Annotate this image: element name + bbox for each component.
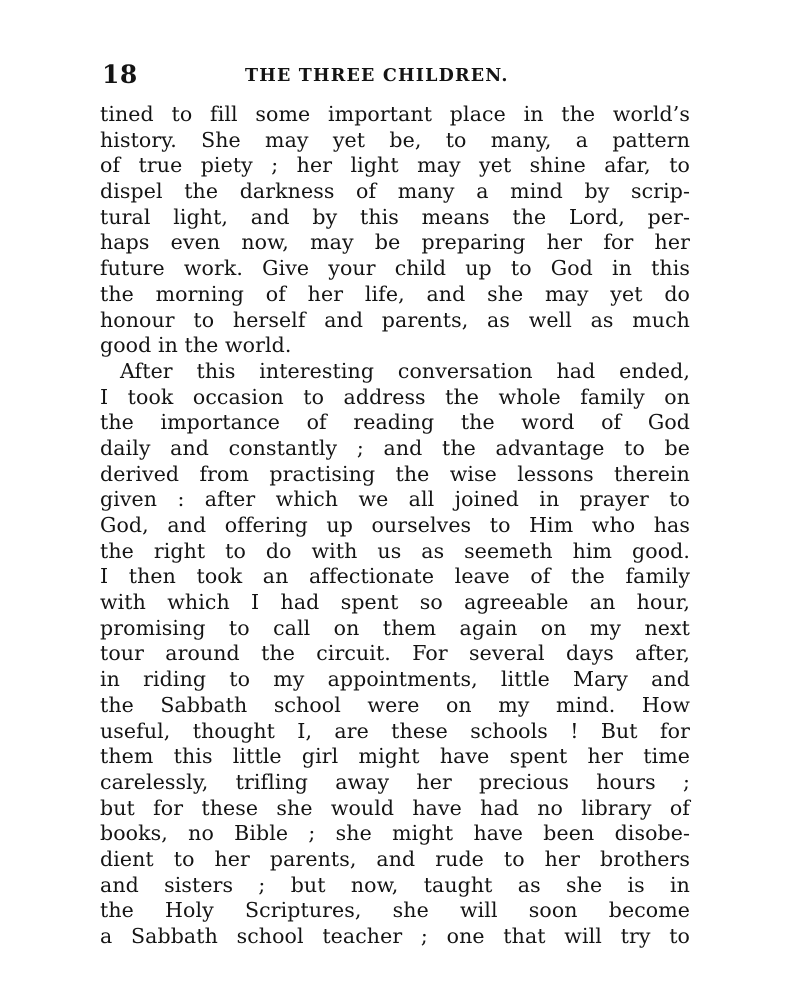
text-line: useful, thought I, are these schools ! But for	[100, 718, 690, 743]
text-line: I took occasion to address the whole family on	[100, 384, 690, 409]
page-number: 18	[102, 60, 138, 89]
text-line: carelessly, trifling away her precious hours ;	[100, 769, 690, 794]
paragraph-end-line: good in the world.	[100, 333, 292, 358]
text-line: in riding to my appointments, little Mary and	[100, 667, 690, 692]
text-line: tural light, and by this means the Lord, per-	[100, 204, 690, 229]
text-line: daily and constantly ; and the advantage to be	[100, 435, 690, 460]
text-line: promising to call on them again on my next	[100, 615, 690, 640]
text-line: honour to herself and parents, as well as much	[100, 307, 690, 332]
text-line: the morning of her life, and she may yet do	[100, 281, 690, 306]
text-line: but for these she would have had no library of	[100, 795, 690, 820]
text-line: tined to fill some important place in the world’s	[100, 102, 690, 126]
text-line: haps even now, may be preparing her for her	[100, 230, 690, 255]
text-line: the right to do with us as seemeth him good.	[100, 538, 690, 563]
text-line: dient to her parents, and rude to her brothers	[100, 846, 690, 871]
text-line: the Holy Scriptures, she will soon become	[100, 898, 690, 923]
text-line: of true piety ; her light may yet shine afar, to	[100, 153, 690, 178]
text-line: derived from practising the wise lessons therein	[100, 461, 690, 486]
text-line: a Sabbath school teacher ; one that will try to	[100, 924, 690, 948]
text-line: books, no Bible ; she might have been disobe-	[100, 821, 690, 846]
text-line: them this little girl might have spent her time	[100, 744, 690, 769]
text-line: history. She may yet be, to many, a pattern	[100, 127, 690, 152]
text-line: the importance of reading the word of God	[100, 410, 690, 435]
text-line: with which I had spent so agreeable an hour,	[100, 590, 690, 615]
text-line: dispel the darkness of many a mind by scrip-	[100, 179, 690, 204]
text-line: the Sabbath school were on my mind. How	[100, 692, 690, 717]
text-line: God, and offering up ourselves to Him who has	[100, 513, 690, 537]
paragraph-start-line: After this interesting conversation had ended,	[120, 358, 690, 383]
text-line: tour around the circuit. For several days after,	[100, 641, 690, 666]
body-text	[100, 102, 690, 950]
book-page	[100, 58, 690, 950]
text-line: given : after which we all joined in prayer to	[100, 487, 690, 512]
text-line: future work. Give your child up to God in this	[100, 256, 690, 281]
text-line: and sisters ; but now, taught as she is in	[100, 872, 690, 897]
page-header	[100, 58, 690, 94]
running-title: THE THREE CHILDREN.	[245, 66, 509, 86]
text-line: I then took an affectionate leave of the family	[100, 564, 690, 589]
